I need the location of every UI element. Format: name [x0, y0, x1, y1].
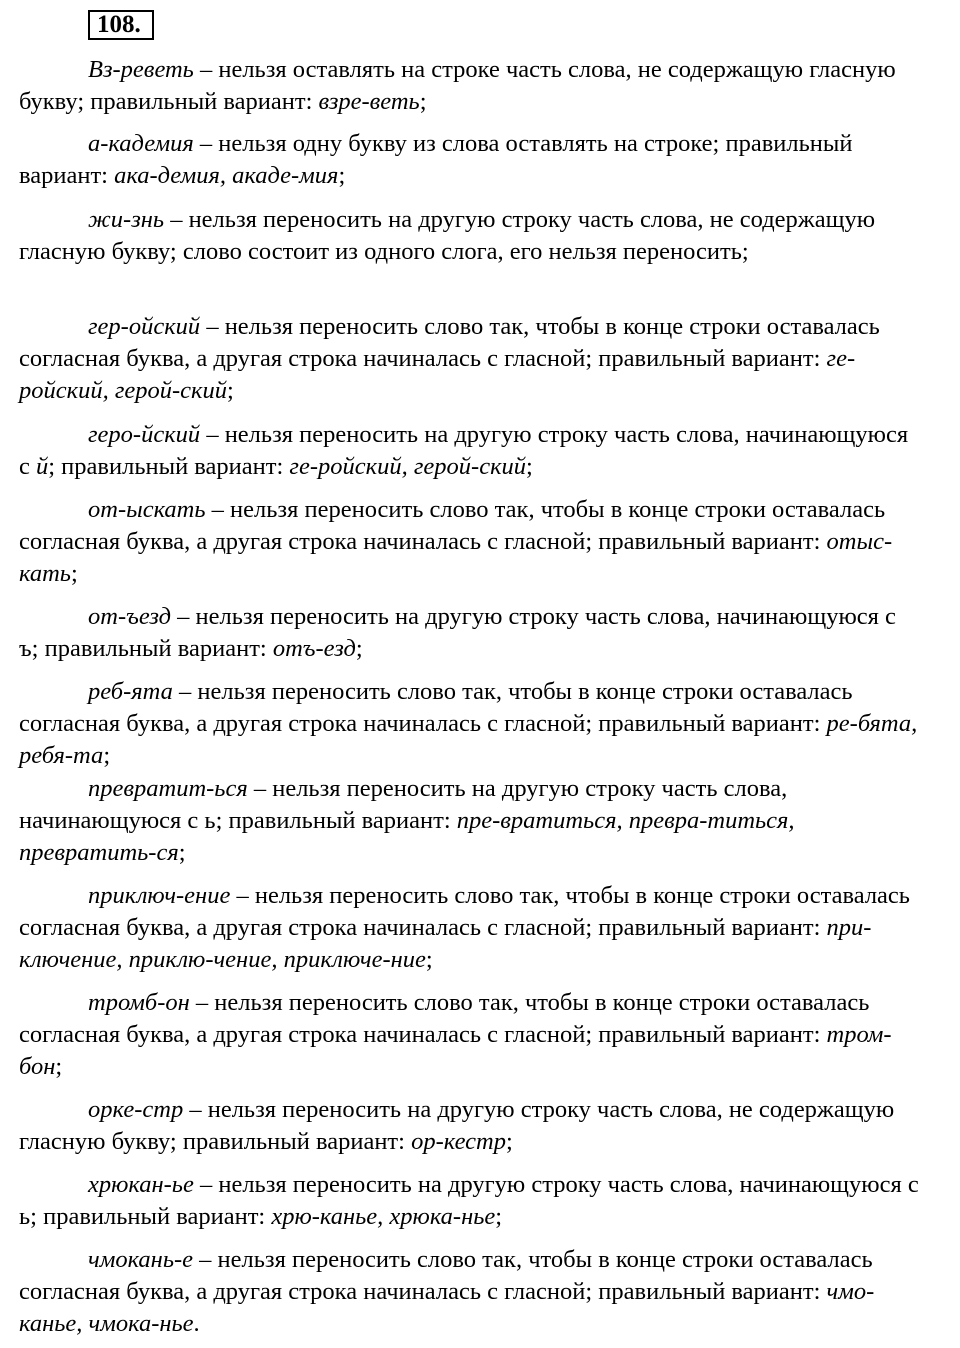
- entry-text: – нельзя оставлять на строке часть слова, не содержащую гласную букву; правильный вариант:: [19, 56, 896, 115]
- entry-word: хрюкан-ье: [88, 1171, 194, 1198]
- entry-answer: ака-демия, акаде-мия: [114, 162, 339, 189]
- entry-text: – нельзя переносить на другую строку часть слова, не содержащую гласную букву; слово состоит из одного слога, его нельзя переносить;: [19, 206, 876, 265]
- entry-text: – нельзя переносить на другую строку часть слова, начинающуюся с ь; правильный вариант:: [19, 775, 788, 834]
- entry-text: – нельзя переносить слово так, чтобы в конце строки оставалась согласная буква, а другая строка начиналась с гласной; правильный вариант:: [19, 678, 853, 737]
- entry-11: тромб-он – нельзя переносить слово так, чтобы в конце строки оставалась согласная буква, а другая строка начиналась с гласной; правильный вариант: тром-бон;: [19, 989, 892, 1080]
- entry-text: – нельзя одну букву из слова оставлять на строке; правильный вариант:: [19, 130, 853, 189]
- entry-answer: ор-кестр: [411, 1128, 506, 1155]
- entry-7: от-ъезд – нельзя переносить на другую строку часть слова, начинающуюся с ъ; правильный вариант: отъ-езд;: [19, 603, 896, 662]
- entry-text: – нельзя переносить на другую строку часть слова, начинающуюся с ь; правильный вариант:: [19, 1171, 919, 1230]
- entry-text: – нельзя переносить слово так, чтобы в конце строки оставалась согласная буква, а другая строка начиналась с гласной; правильный вариант:: [19, 882, 910, 941]
- entry-answer: при-ключение, приклю-чение, приключе-ние: [19, 914, 872, 973]
- entry-text: – нельзя переносить слово так, чтобы в конце строки оставалась согласная буква, а другая строка начиналась с гласной; правильный вариант:: [19, 1246, 873, 1305]
- entry-10: приключ-ение – нельзя переносить слово так, чтобы в конце строки оставалась согласная буква, а другая строка начиналась с гласной; правильный вариант: при-ключение, приклю-чение, приключе-ние;: [19, 882, 910, 973]
- entry-5: геро-йский – нельзя переносить на другую строку часть слова, начинающуюся с й; правильный вариант: ге-ройский, герой-ский;: [19, 421, 909, 480]
- entry-word: превратит-ься: [88, 775, 248, 802]
- entry-word: приключ-ение: [88, 882, 231, 909]
- entry-word: тромб-он: [88, 989, 190, 1016]
- entry-3: [19, 204, 919, 268]
- entry-2: а-кадемия – нельзя одну букву из слова оставлять на строке; правильный вариант: ака-демия, акаде-мия;: [19, 130, 853, 189]
- entry-answer: отыс-кать: [19, 528, 893, 587]
- entry-word: от-ъезд: [88, 603, 171, 630]
- entry-13: хрюкан-ье – нельзя переносить на другую строку часть слова, начинающуюся с ь; правильный вариант: хрю-канье, хрюка-нье;: [19, 1171, 919, 1230]
- entry-answer: ге-ройский, герой-ский: [19, 345, 856, 404]
- entry-12: орке-стр – нельзя переносить на другую строку часть слова, не содержащую гласную букву; правильный вариант: ор-кестр;: [19, 1096, 895, 1155]
- exercise-number: 108.: [88, 10, 154, 40]
- entry-answer: тром-бон: [19, 1021, 892, 1080]
- entry-4: гер-ойский – нельзя переносить слово так, чтобы в конце строки оставалась согласная буква, а другая строка начиналась с гласной; правильный вариант: ге-ройский, герой-ский;: [19, 313, 880, 404]
- entry-text: – нельзя переносить слово так, чтобы в конце строки оставалась согласная буква, а другая строка начиналась с гласной; правильный вариант:: [19, 989, 870, 1048]
- entry-word: орке-стр: [88, 1096, 184, 1123]
- entry-answer: отъ-езд: [272, 635, 356, 662]
- entry-text: – нельзя переносить слово так, чтобы в конце строки оставалась согласная буква, а другая строка начиналась с гласной; правильный вариант:: [19, 313, 880, 372]
- entry-answer: пре-вратиться, превра-титься, превратить-ся: [19, 807, 795, 866]
- entry-answer: ре-бята, ребя-та: [19, 710, 918, 769]
- entry-text: – нельзя переносить на другую строку часть слова, начинающуюся с: [19, 421, 909, 480]
- entry-word: реб-ята: [88, 678, 173, 705]
- entry-answer: ге-ройский, герой-ский: [289, 453, 527, 480]
- entry-text: – нельзя переносить на другую строку часть слова, не содержащую гласную букву; правильный вариант:: [19, 1096, 895, 1155]
- entry-text: – нельзя переносить слово так, чтобы в конце строки оставалась согласная буква, а другая строка начиналась с гласной; правильный вариант:: [19, 496, 886, 555]
- entry-word: гер-ойский: [88, 313, 201, 340]
- entry-letter: й: [36, 453, 49, 480]
- entry-word: от-ыскать: [88, 496, 206, 523]
- entry-answer: взре-веть: [318, 88, 420, 115]
- entry-word: а-кадемия: [88, 130, 194, 157]
- entry-14: чмокань-е – нельзя переносить слово так, чтобы в конце строки оставалась согласная буква, а другая строка начиналась с гласной; правильный вариант: чмо-канье, чмока-нье.: [19, 1246, 875, 1337]
- entry-9: превратит-ься – нельзя переносить на другую строку часть слова, начинающуюся с ь; правильный вариант: пре-вратиться, превра-титься, превратить-ся;: [19, 775, 795, 866]
- entry-text: – нельзя переносить на другую строку часть слова, начинающуюся с ъ; правильный вариант:: [19, 603, 896, 662]
- entry-answer: чмо-канье, чмока-нье: [19, 1278, 875, 1337]
- entry-word: Вз-реветь: [88, 56, 194, 83]
- entry-word: геро-йский: [88, 421, 201, 448]
- entry-answer: хрю-канье, хрюка-нье: [271, 1203, 496, 1230]
- entry-word: жи-знь: [88, 206, 165, 233]
- entry-word: чмокань-е: [88, 1246, 194, 1273]
- entry-1: Вз-реветь – нельзя оставлять на строке часть слова, не содержащую гласную букву; правильный вариант: взре-веть;: [19, 56, 896, 115]
- entry-6: от-ыскать – нельзя переносить слово так, чтобы в конце строки оставалась согласная буква, а другая строка начиналась с гласной; правильный вариант: отыс-кать;: [19, 496, 893, 587]
- entry-8: реб-ята – нельзя переносить слово так, чтобы в конце строки оставалась согласная буква, а другая строка начиналась с гласной; правильный вариант: ре-бята, ребя-та;: [19, 678, 918, 769]
